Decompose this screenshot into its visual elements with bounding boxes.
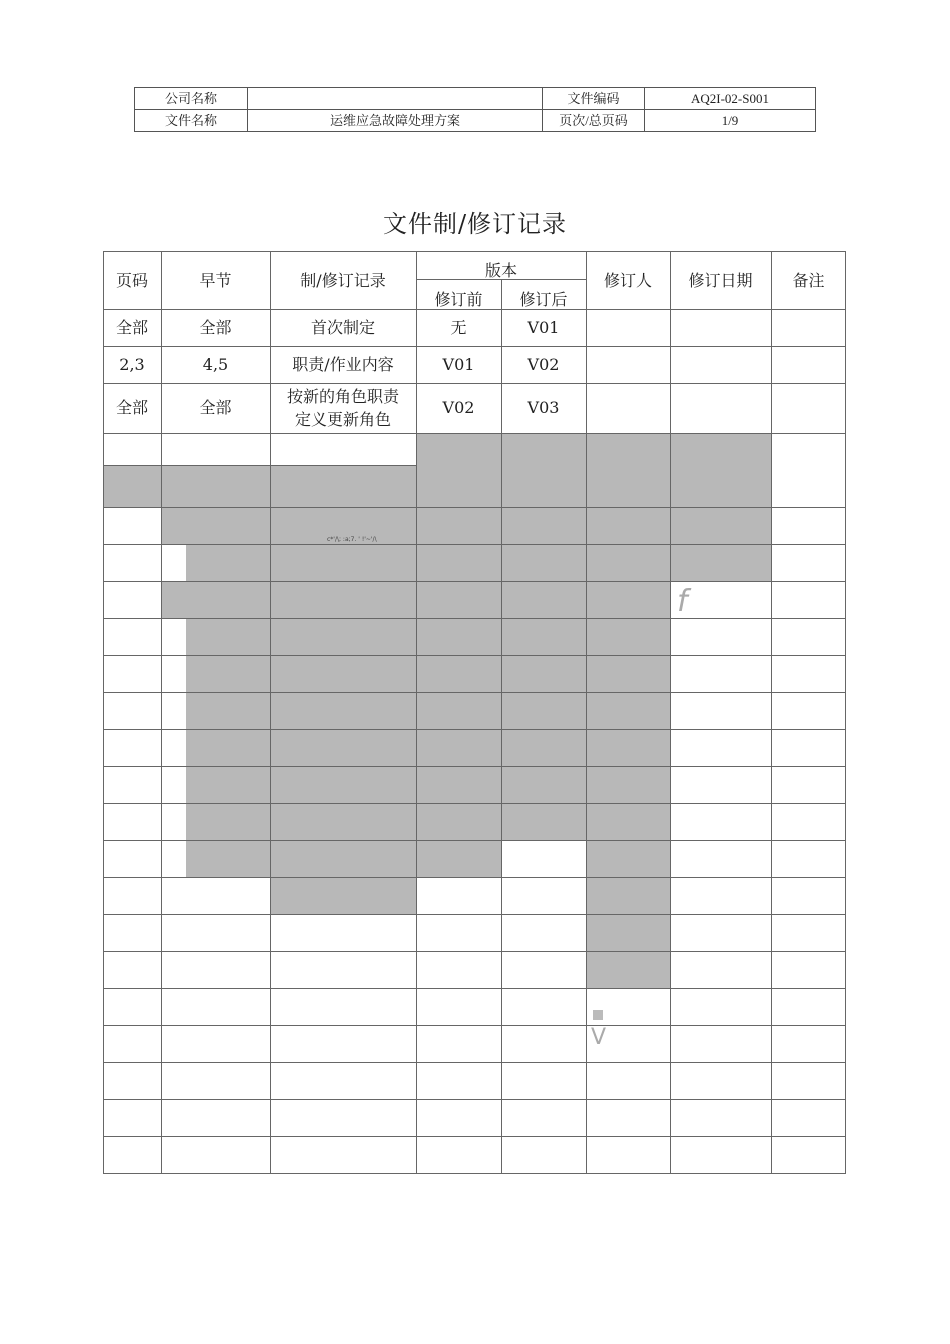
column-header-after: 修订后 (519, 290, 568, 309)
shade-region (586, 840, 670, 988)
shade-region (161, 507, 771, 544)
table-cell: 首次制定 (310, 318, 375, 337)
table-cell: 全部 (115, 318, 148, 337)
shade-region (416, 433, 771, 507)
column-header-page: 页码 (115, 271, 148, 290)
scan-mark-v: V (591, 1025, 607, 1050)
scan-mark-f: f (677, 584, 688, 619)
document-name-label: 文件名称 (135, 110, 248, 132)
page-count-label: 页次/总页码 (543, 110, 645, 132)
column-header-chapter: 早节 (199, 271, 232, 290)
document-header-table (134, 87, 816, 132)
scan-mark-square (593, 1010, 603, 1020)
shade-region (161, 581, 670, 618)
shade-region (103, 465, 416, 507)
table-cell: 全部 (199, 398, 232, 417)
table-cell-line: 定义更新角色 (294, 410, 391, 429)
company-name-label: 公司名称 (135, 88, 248, 110)
table-cell: 4,5 (202, 355, 229, 374)
table-cell-line: 按新的角色职责 (286, 387, 399, 406)
table-cell: V03 (527, 398, 560, 417)
table-cell: 无 (450, 318, 467, 337)
table-cell: 2,3 (119, 355, 145, 374)
page-count-value: 1/9 (645, 110, 816, 132)
table-cell: V01 (527, 318, 560, 337)
column-header-note: 备注 (792, 271, 825, 290)
shade-region (186, 544, 771, 581)
table-cell: V01 (442, 355, 475, 374)
shade-region (270, 877, 416, 914)
column-header-record: 制/修订记录 (300, 271, 386, 290)
column-header-date: 修订日期 (688, 271, 753, 290)
table-cell: 全部 (199, 318, 232, 337)
shade-region (186, 840, 501, 877)
revision-record-title: 文件制/修订记录 (382, 210, 568, 238)
document-name-value: 运维应急故障处理方案 (248, 110, 543, 132)
table-cell: 职责/作业内容 (292, 355, 394, 374)
column-header-version: 版本 (484, 261, 517, 280)
shade-region (186, 618, 670, 840)
table-cell: V02 (442, 398, 475, 417)
document-code-label: 文件编码 (543, 88, 645, 110)
scan-smudge-text: c*'/\; :a;7. ' !'~'/\ (327, 536, 377, 543)
table-cell: 全部 (115, 398, 148, 417)
column-header-before: 修订前 (434, 290, 483, 309)
table-cell: V02 (527, 355, 560, 374)
document-code-value: AQ2I-02-S001 (645, 88, 816, 110)
company-name-value (248, 88, 543, 110)
column-header-reviser: 修订人 (603, 271, 652, 290)
